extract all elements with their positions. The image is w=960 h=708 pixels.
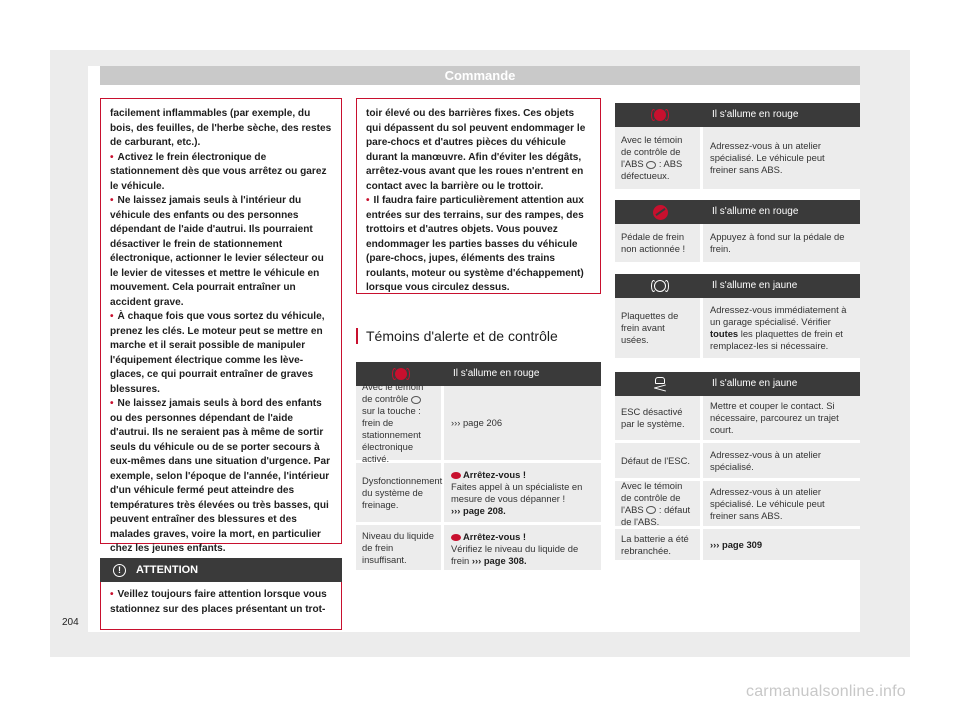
table-cell	[615, 481, 703, 526]
table-cell	[703, 443, 860, 478]
table-header	[615, 274, 860, 298]
cell-text-bold: toutes	[710, 328, 739, 339]
table-cell	[703, 396, 860, 440]
page-number: 204	[62, 617, 79, 628]
attention-text: • Veillez toujours faire attention lorsque vous stationnez sur des places présentant un trot-	[110, 589, 327, 615]
page-link[interactable]: ››› page 309	[710, 538, 763, 550]
cell-text: Niveau du liquide de frein insuffisant.	[362, 529, 434, 565]
table-cell	[444, 463, 601, 522]
cell-text: Vérifiez le niveau du liquide de frein	[451, 543, 579, 566]
table-row	[615, 440, 860, 478]
cell-text: les plaquettes de frein et remplacez-les si nécessaire.	[710, 328, 843, 351]
stop-icon	[451, 472, 461, 479]
warning-bullet: • Activez le frein électronique de stationnement dès que vous arrêtez ou garez le véhicule.	[110, 151, 332, 195]
esc-icon	[615, 377, 705, 391]
page-link[interactable]: ››› page 308.	[471, 555, 527, 566]
watermark: carmanualsonline.info	[746, 683, 906, 700]
esc-table	[615, 372, 860, 560]
brake-pedal-table	[615, 200, 860, 262]
table-cell	[703, 298, 860, 358]
section-title-text: Témoins d'alerte et de contrôle	[366, 328, 558, 344]
cell-text: Adressez-vous à un atelier spécialisé.	[710, 448, 821, 472]
brake-warning-icon	[615, 109, 705, 122]
table-cell	[444, 386, 601, 460]
warning-bullet: • À chaque fois que vous sortez du véhicule, prenez les clés. Le moteur peut se mettre en marche et il serait possible de manipuler l'équipement électrique comme les lève-glaces, ce qui pourrait entraîner de graves blessures.	[110, 310, 332, 397]
table-cell	[356, 463, 444, 522]
table-header-text: Il s'allume en rouge	[453, 368, 540, 379]
table-row	[615, 298, 860, 358]
warning-text: facilement inflammables (par exemple, du bois, des feuilles, de l'herbe sèche, des restes de carburant, etc.).	[110, 108, 332, 148]
warning-bullet: • Il faudra faire particulièrement attention aux entrées sur des terrains, sur des rampes, des trottoirs et d'autres objets. Vous pouvez endommager les parties basses du véhicule (pare-chocs, jupes, éléments des trains roulants, moteur ou système d'échappement) lorsque vous circulez dessus.	[366, 194, 591, 296]
attention-body	[100, 582, 342, 630]
table-cell	[444, 525, 601, 570]
table-cell	[615, 127, 703, 189]
table-header-text: Il s'allume en rouge	[712, 109, 799, 120]
table-row	[615, 224, 860, 262]
abs-icon	[646, 161, 656, 169]
section-accent-bar	[356, 328, 358, 344]
cell-text: Avec le témoin de contrôle de l'ABS	[621, 134, 683, 169]
table-row	[356, 522, 601, 570]
warning-text: toir élevé ou des barrières fixes. Ces objets qui dépassent du sol peuvent endommager le pare-chocs et d'autres pièces du véhicule durant la manœuvre. Afin d'éviter les dégâts, arrêtez-vous avant que les roues n'entrent en contact avec la barrière ou le trottoir.	[366, 108, 586, 192]
attention-box	[100, 558, 342, 630]
warning-bullet: • Ne laissez jamais seuls à bord des enfants ou des personnes dépendant de l'aide d'autrui. Ils ne seraient pas à même de sortir seuls du véhicule ou de se porter secours à eux-mêmes dans une situation d'urgence. Par exemple, selon l'époque de l'année, l'intérieur d'un véhicule fermé peut atteindre des températures très élevées ou très basses, qui peuvent entraîner des blessures et des malades graves, voire la mort, en particulier chez les jeunes enfants.	[110, 397, 332, 557]
abs-red-table	[615, 103, 860, 189]
page-link[interactable]: ››› page 206	[451, 417, 503, 428]
cell-text: Appuyez à fond sur la pédale de frein.	[710, 231, 845, 254]
cell-text: Pédale de frein non actionnée !	[621, 231, 686, 254]
stop-text: Arrêtez-vous !	[463, 531, 527, 542]
cell-text: Adressez-vous à un atelier spécialisé. Le véhicule peut freiner sans ABS.	[710, 140, 825, 175]
cell-text: Faites appel à un spécialiste en mesure de vous dépanner !	[451, 481, 583, 504]
warning-box	[356, 98, 601, 294]
table-cell	[615, 443, 703, 478]
column-left	[100, 98, 342, 630]
table-cell	[703, 529, 860, 560]
table-cell	[615, 529, 703, 560]
brake-warning-icon	[356, 368, 446, 381]
column-right	[615, 98, 860, 560]
table-row	[356, 381, 601, 464]
cell-text: La batterie a été rebranchée.	[621, 532, 689, 556]
table-cell	[356, 525, 444, 570]
abs-icon	[646, 506, 656, 514]
table-row	[356, 460, 601, 522]
cell-text: : défaut de l'ABS.	[621, 503, 691, 527]
table-header-text: Il s'allume en rouge	[712, 206, 799, 217]
table-row	[615, 478, 860, 526]
cell-text: sur la touche : frein de stationnement électronique activé.	[362, 405, 421, 464]
column-middle	[356, 98, 601, 570]
cell-text: Plaquettes de frein avant usées.	[621, 310, 679, 345]
page-header: Commande	[100, 66, 860, 85]
table-header-text: Il s'allume en jaune	[712, 378, 798, 389]
brake-pad-icon	[615, 280, 705, 293]
cell-text: Adressez-vous à un atelier spécialisé. Le véhicule peut freiner sans ABS.	[710, 485, 825, 521]
cell-text: Dysfonctionnement du système de freinage.	[362, 474, 443, 510]
table-row	[615, 396, 860, 440]
brake-pedal-icon	[615, 205, 705, 220]
cell-text: : ABS défectueux.	[621, 158, 683, 181]
table-header	[615, 372, 860, 396]
attention-header	[100, 558, 342, 582]
table-row	[615, 526, 860, 560]
exclamation-icon: !	[113, 564, 126, 577]
table-cell	[703, 224, 860, 262]
table-row	[615, 127, 860, 189]
table-cell	[615, 298, 703, 358]
warning-bullet: • Ne laissez jamais seuls à l'intérieur du véhicule des enfants ou des personnes dépendant de l'aide d'autrui. Ils pourraient désactiver le frein de stationnement électronique, actionner le levier sélecteur ou le levier de vitesses et mettre le véhicule en mouvement. Cela pourrait entraîner un accident grave.	[110, 194, 332, 310]
section-title	[356, 328, 601, 344]
table-cell	[703, 481, 860, 526]
table-header	[615, 103, 860, 127]
warning-lamp-table	[356, 362, 601, 570]
table-cell	[356, 381, 444, 464]
table-cell	[615, 224, 703, 262]
cell-text: Avec le témoin de contrôle de l'ABS	[621, 479, 683, 515]
page-link[interactable]: ››› page 208.	[451, 505, 506, 516]
cell-text: Mettre et couper le contact. Si nécessaire, parcourez un trajet court.	[710, 400, 839, 435]
table-header	[615, 200, 860, 224]
table-cell	[703, 127, 860, 189]
stop-icon	[451, 534, 461, 541]
parking-brake-icon	[411, 396, 421, 404]
cell-text: Avec le témoin de contrôle	[362, 381, 424, 404]
stop-text: Arrêtez-vous !	[463, 469, 527, 480]
table-cell	[615, 396, 703, 440]
brake-pads-table	[615, 274, 860, 358]
warning-box	[100, 98, 342, 554]
cell-text: Défaut de l'ESC.	[621, 454, 691, 466]
attention-label: ATTENTION	[136, 564, 199, 576]
cell-text: Adressez-vous immédiatement à un garage spécialisé. Vérifier	[710, 304, 847, 327]
cell-text: ESC désactivé par le système.	[621, 406, 685, 429]
table-header-text: Il s'allume en jaune	[712, 280, 798, 291]
